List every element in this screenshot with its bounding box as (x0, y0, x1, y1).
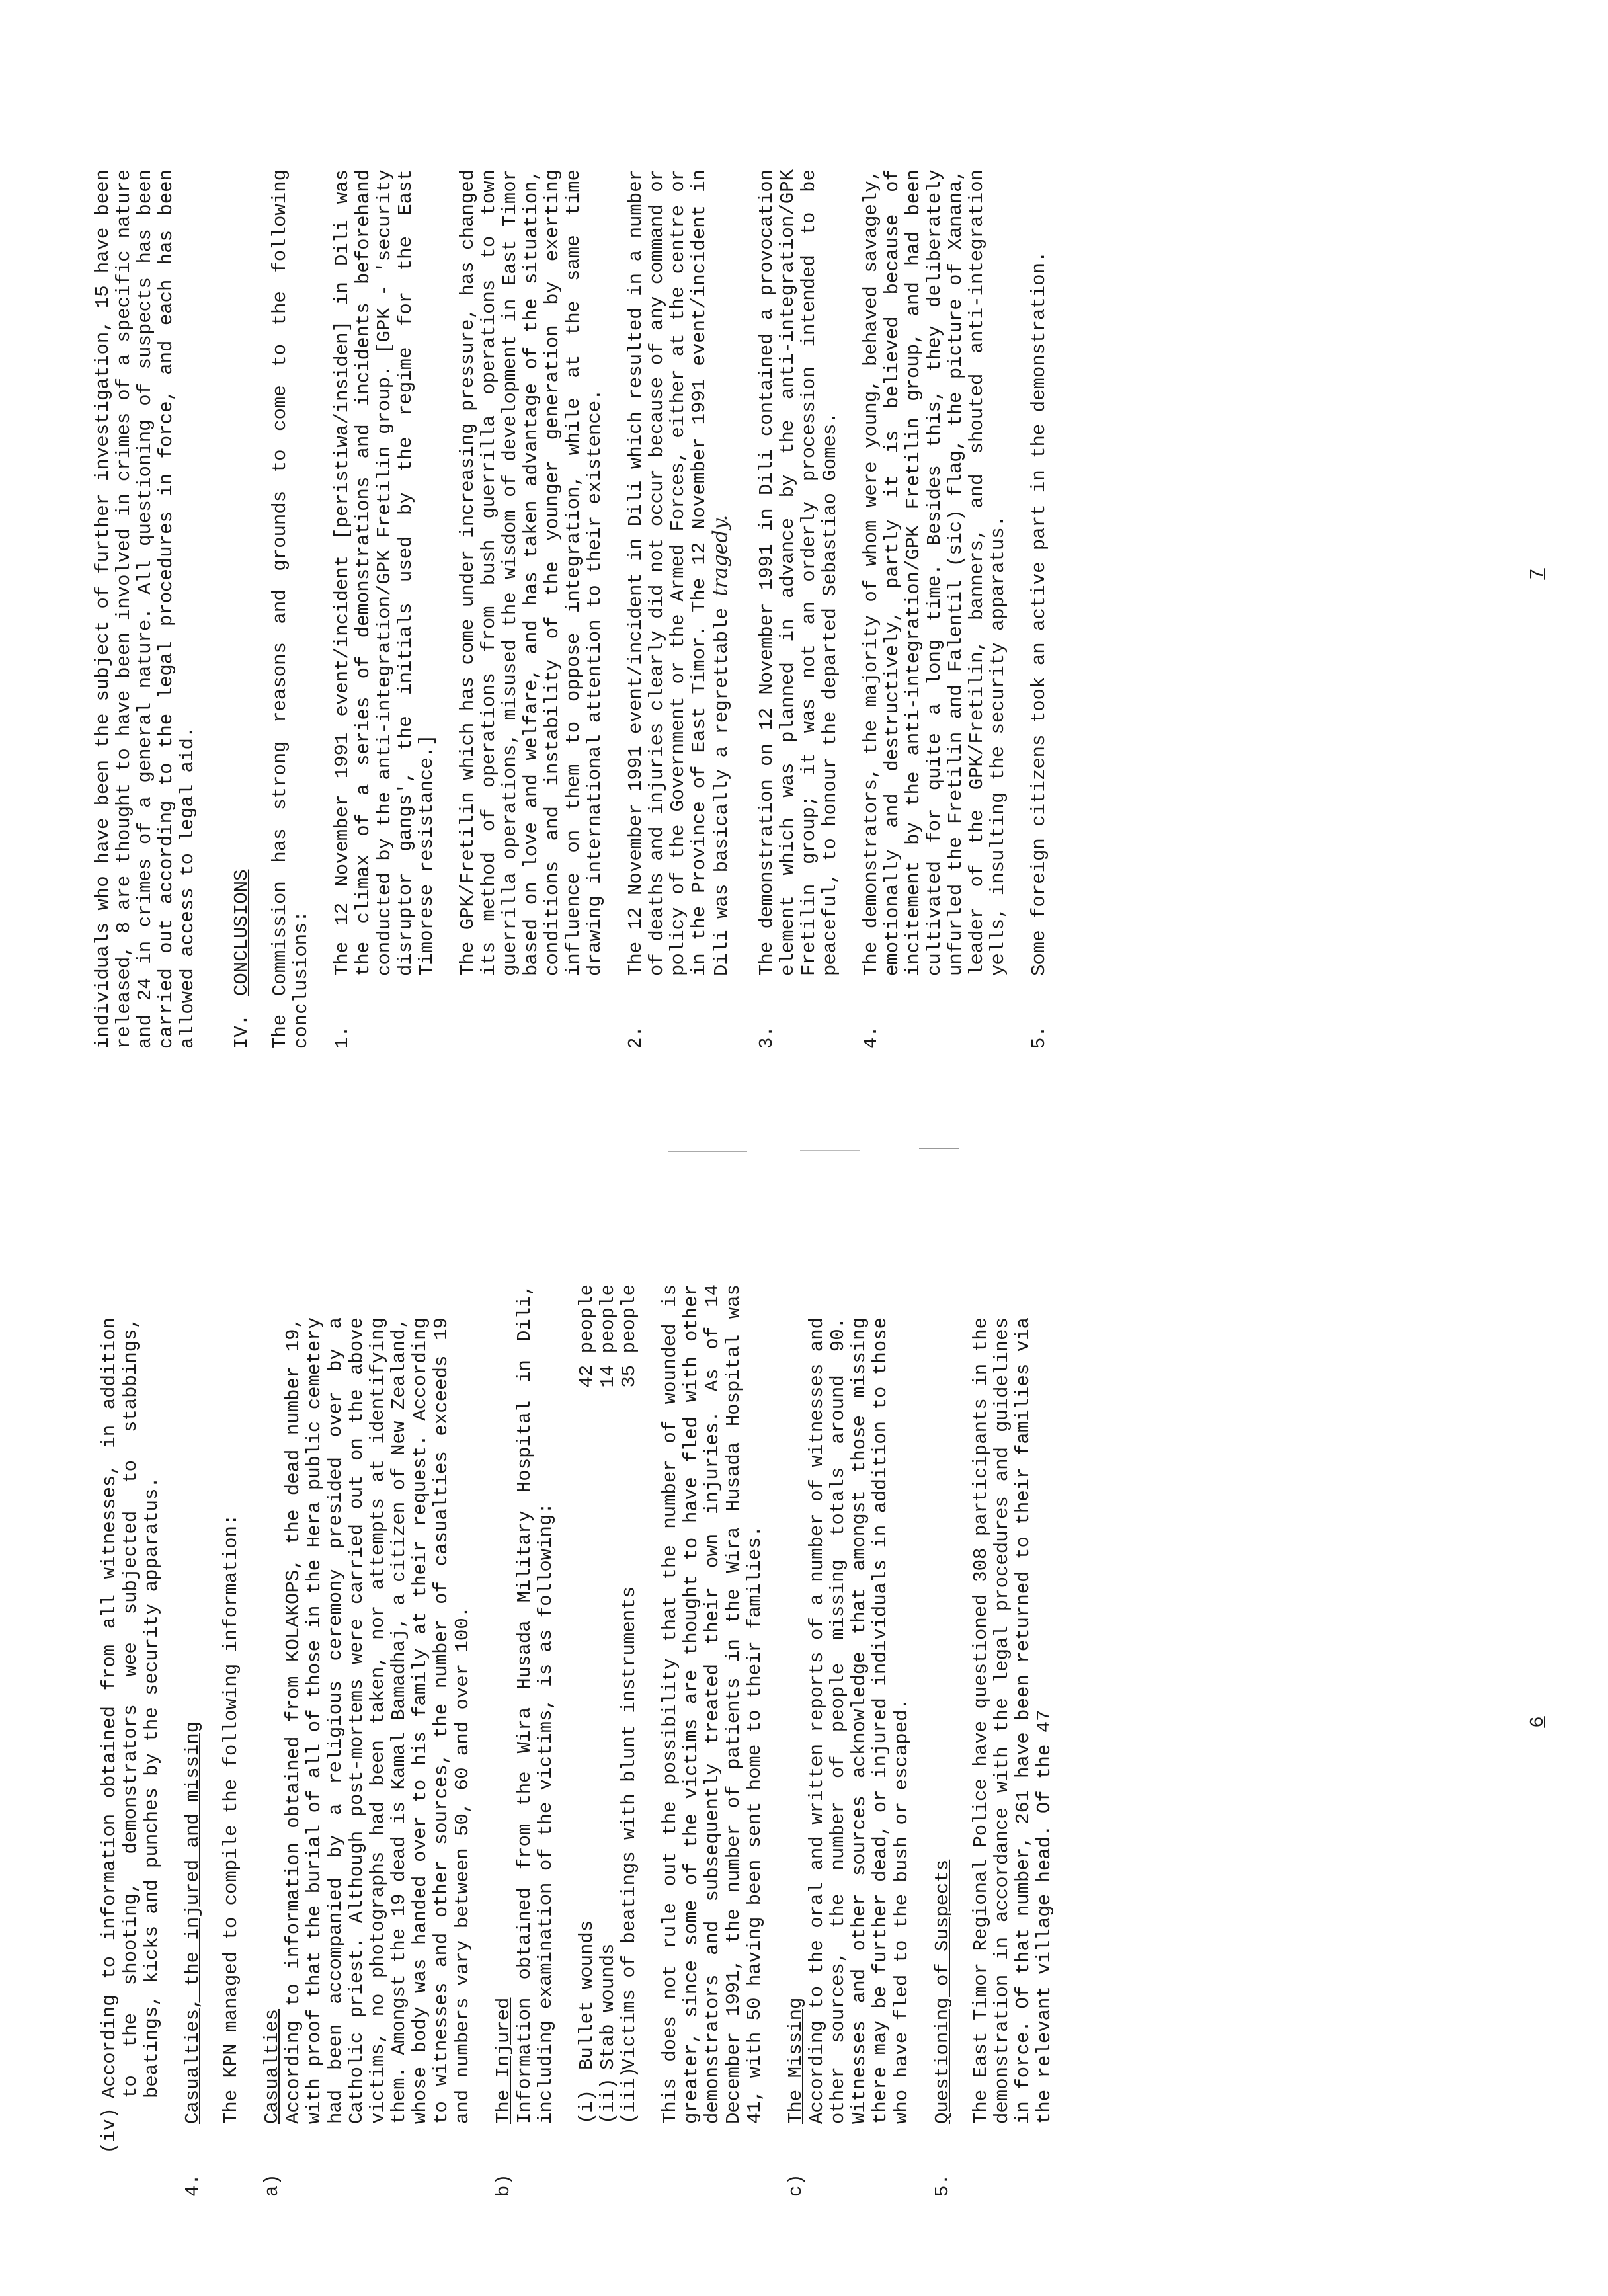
injury-label: Bullet wounds (576, 1920, 598, 2070)
continuation-text: individuals who have been the subject of further investigation, 15 have been released, 8 are thought to have been involved in crimes of a specific nature and 24 in crimes of a general nature. All questioning of suspects has been carried out according to the legal procedures in force, and each has been allowed access to legal aid. (92, 169, 198, 1049)
missing-title: The Missing (785, 1997, 807, 2124)
conclusion-3-number: 3. (756, 1026, 778, 1049)
conclusion-4 (861, 169, 1009, 1049)
missing-text: According to the oral and written reports of a number of witnesses and other sources, the number of people missing totals around 90. Witnesses and other sources acknowledge that amongst those missing there may be further dead, or injured individuals in addition to those who have fled to the bush or escaped. (806, 1317, 912, 2124)
conclusion-3-text: The demonstration on 12 November 1991 in Dili contained a provocation element which was planned in advance by the anti-integration/GPK Fretilin group; it was not an orderly procession intended to be peaceful, to honour the departed Sebastiao Gomes. (756, 169, 841, 976)
injury-row (598, 1284, 619, 2124)
missing-label: c) (785, 2174, 807, 2197)
section-5-text: The East Timor Regional Police have questioned 308 participants in the demonstration in accordance with the legal procedures and guidelines in force. Of that number, 261 have been returned to their families via the relevant village head. Of the 47 (970, 1317, 1055, 2124)
section-5-number: 5. (932, 2174, 953, 2197)
injury-count: 14 people (597, 1284, 619, 1388)
injury-label: Victims of beatings with blunt instruments (618, 1586, 640, 2070)
conclusion-1-number: 1. (331, 1026, 353, 1049)
section-4-heading (182, 1317, 204, 2197)
conclusion-2-text-a: The 12 November 1991 event/incident in Dili which resulted in a number of deaths and injuries clearly did not occur because of any command or policy of the Government or the Armed Forces, either at the centre or in the Province of East Timor. The 12 November 1991 event/incident in Dili was basically a regrettable (625, 169, 733, 976)
item-iv (99, 1317, 163, 2197)
injured-block (493, 1284, 766, 2197)
item-iv-text: According to information obtained from all witnesses, in addition to the shooting, demonstrators wee subjected to stabbings, beatings, kicks and punches by the security apparatus. (99, 1317, 163, 2098)
injury-count: 35 people (618, 1284, 640, 1388)
injury-row (619, 1284, 640, 2124)
injured-text-2: This does not rule out the possibility that the number of wounded is greater, since some of the victims are thought to have fled with other demonstrators and subsequently treated their own injuries. As of 14 December 1991, the number of patients in the Wira Husada Hospital was 41, with 50 having been sent home to their families. (659, 1284, 766, 2124)
missing-block (785, 1317, 912, 2197)
conclusion-5-text: Some foreign citizens took an active part in the demonstration. (1028, 251, 1050, 976)
conclusions-heading (231, 169, 253, 1049)
section-4-number: 4. (182, 2174, 204, 2197)
section-4-intro: The KPN managed to compile the following information: (220, 1514, 242, 2124)
section-4-title: Casualties, the injured and missing (182, 1721, 204, 2124)
casualties-title: Casualties (261, 2008, 283, 2124)
injury-label: Stab wounds (597, 1943, 619, 2070)
injury-row (577, 1284, 598, 2124)
casualties-block (262, 1317, 473, 2197)
conclusion-2-text (625, 169, 733, 976)
conclusion-1-text: The 12 November 1991 event/incident [peristiwa/insiden] in Dili was the climax of a series of demonstrations and incidents beforehand conducted by the anti-integration/GPK Fretilin group. [GPK - 'security disruptor gangs', the initials used by the regime for the East Timorese resistance.] (331, 169, 438, 976)
conclusion-1-text-2: The GPK/Fretilin which has come under increasing pressure, has changed its method of operations from bush guerrilla operations to town guerrilla operations, misused the wisdom of development in East Timor based on love and welfare, and has taken advantage of the situation, conditions and instability of the younger generation by exerting influence on them to oppose integration, while at the same time drawing international attention to their existence. (457, 169, 606, 976)
conclusion-5-number: 5. (1028, 1026, 1050, 1049)
item-iv-number: (iv) (99, 2108, 120, 2154)
section-5-body (971, 1317, 1055, 2197)
conclusions-title: CONCLUSIONS (231, 869, 253, 996)
injury-num: (i) (576, 2089, 598, 2124)
casualties-label: a) (261, 2174, 283, 2197)
conclusion-5 (1029, 169, 1050, 1049)
conclusion-4-text: The demonstrators, the majority of whom were young, behaved savagely, emotionally and destructively, partly it is believed because of incitement by the anti-integration/GPK Fretilin group, and had been cultivated for quite a long time. Besides this, they deliberately unfurled the Fretilin and Falentil (sic) flag, the picture of Xanana, leader of the GPK/Fretilin, banners, and shouted anti-integration yells, insulting the security apparatus. (860, 169, 1009, 976)
injury-count: 42 people (576, 1284, 598, 1388)
section-4-body (221, 1317, 262, 2197)
page-number-7: 7 (1527, 568, 1548, 580)
conclusions-number: IV. (231, 1014, 253, 1049)
injured-title: The Injured (493, 1997, 514, 2124)
conclusion-1 (332, 169, 606, 1049)
page-fold-marks (668, 1135, 1329, 1161)
section-5-title: Questioning of Suspects (932, 1859, 953, 2124)
injury-list (577, 1284, 640, 2124)
injury-num: (iii) (618, 2066, 640, 2124)
conclusion-3 (756, 169, 841, 1049)
injured-text: Information obtained from the Wira Husada Military Hospital in Dili, including examination of the victims, is as following: (514, 1284, 557, 2124)
section-5-heading (932, 1317, 953, 2197)
casualties-text: According to information obtained from KOLAKOPS, the dead number 19, with proof that the burial of all of those in the Hera public cemetery had been accompanied by a religious ceremony presided over by a Catholic priest. Although post-mortems were carried out on the above victims, no photographs had been taken, nor attempts at identifying them. Amongst the 19 dead is Kamal Bamadhaj, a citizen of New Zealand, whose body was handed over to his family at their request. According to witnesses and other sources, the number of casualties exceeds 19 and numbers vary between 50, 60 and over 100. (282, 1317, 473, 2124)
conclusion-2-number: 2. (625, 1026, 647, 1049)
page-7-column (93, 169, 1070, 1049)
handwritten-correction: tragedy. (709, 514, 732, 596)
page-6 (0, 1148, 1608, 2296)
injured-label: b) (493, 2174, 514, 2197)
conclusion-2 (625, 169, 733, 1049)
conclusions-intro: The Commission has strong reasons and grounds to come to the following conclusions: (269, 169, 312, 1049)
injury-num: (ii) (597, 2078, 619, 2124)
page-number-6: 6 (1527, 1716, 1548, 1728)
conclusion-4-number: 4. (860, 1026, 882, 1049)
page-6-column (99, 1284, 1055, 2197)
